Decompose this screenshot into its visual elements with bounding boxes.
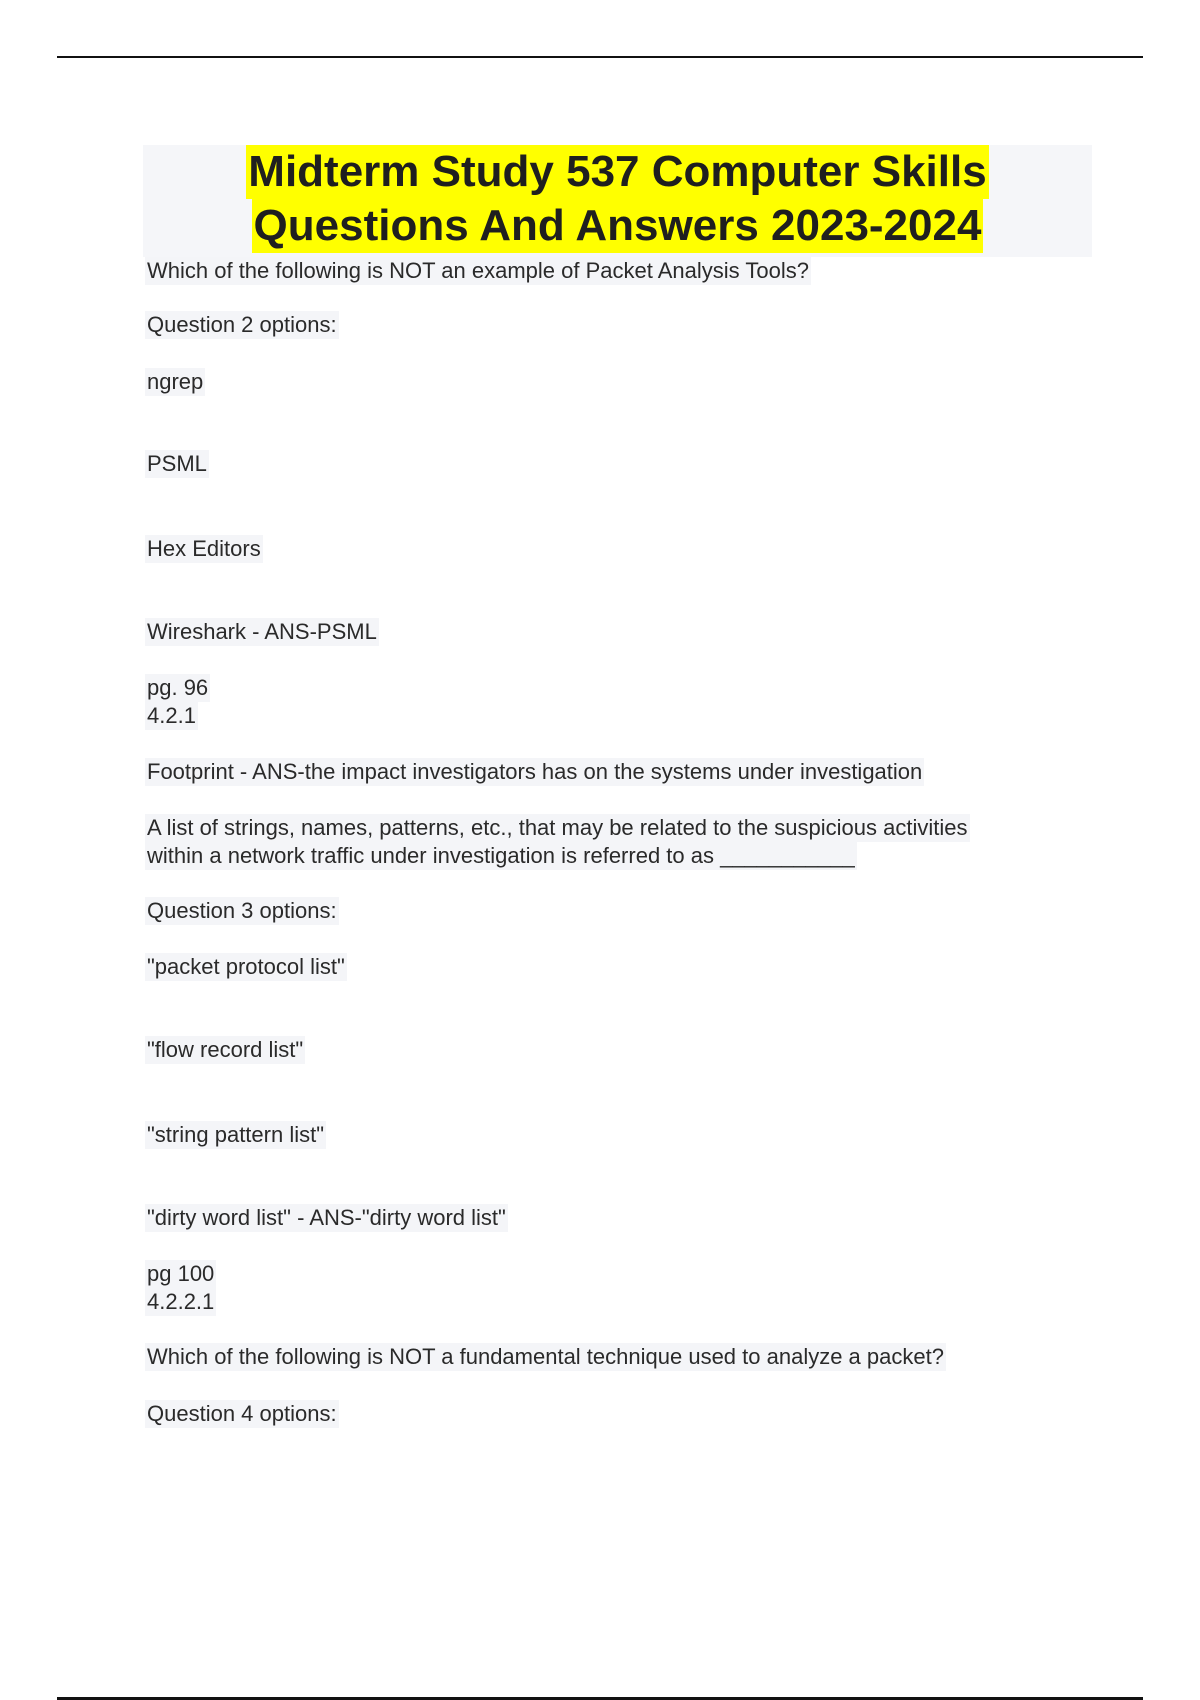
question-text: Which of the following is NOT an example of Packet Analysis Tools? <box>147 258 809 283</box>
title-line-2: Questions And Answers 2023-2024 <box>252 199 984 253</box>
option-answer: Wireshark - ANS-PSML <box>147 619 377 644</box>
page-reference: pg 100 <box>147 1261 215 1286</box>
page-reference: pg. 96 <box>147 675 209 700</box>
option-item: "string pattern list" <box>147 1122 325 1147</box>
document-title <box>143 145 1092 257</box>
option-item: "packet protocol list" <box>147 954 345 979</box>
title-line-1: Midterm Study 537 Computer Skills <box>246 145 988 199</box>
options-heading: Question 2 options: <box>147 312 337 337</box>
option-item: Hex Editors <box>147 536 261 561</box>
option-item: "flow record list" <box>147 1037 304 1062</box>
option-answer: "dirty word list" - ANS-"dirty word list" <box>147 1205 506 1230</box>
options-heading: Question 3 options: <box>147 898 337 923</box>
question-text-continued: within a network traffic under investigation is referred to as ___________ <box>147 843 855 868</box>
option-item: ngrep <box>147 369 204 394</box>
definition-answer: Footprint - ANS-the impact investigators has on the systems under investigation <box>147 759 923 784</box>
question-text: A list of strings, names, patterns, etc., that may be related to the suspicious activities <box>147 815 968 840</box>
section-reference: 4.2.1 <box>147 703 196 728</box>
top-rule <box>57 56 1143 58</box>
section-reference: 4.2.2.1 <box>147 1289 215 1314</box>
option-item: PSML <box>147 451 207 476</box>
options-heading: Question 4 options: <box>147 1401 337 1426</box>
question-text: Which of the following is NOT a fundamental technique used to analyze a packet? <box>147 1344 944 1369</box>
